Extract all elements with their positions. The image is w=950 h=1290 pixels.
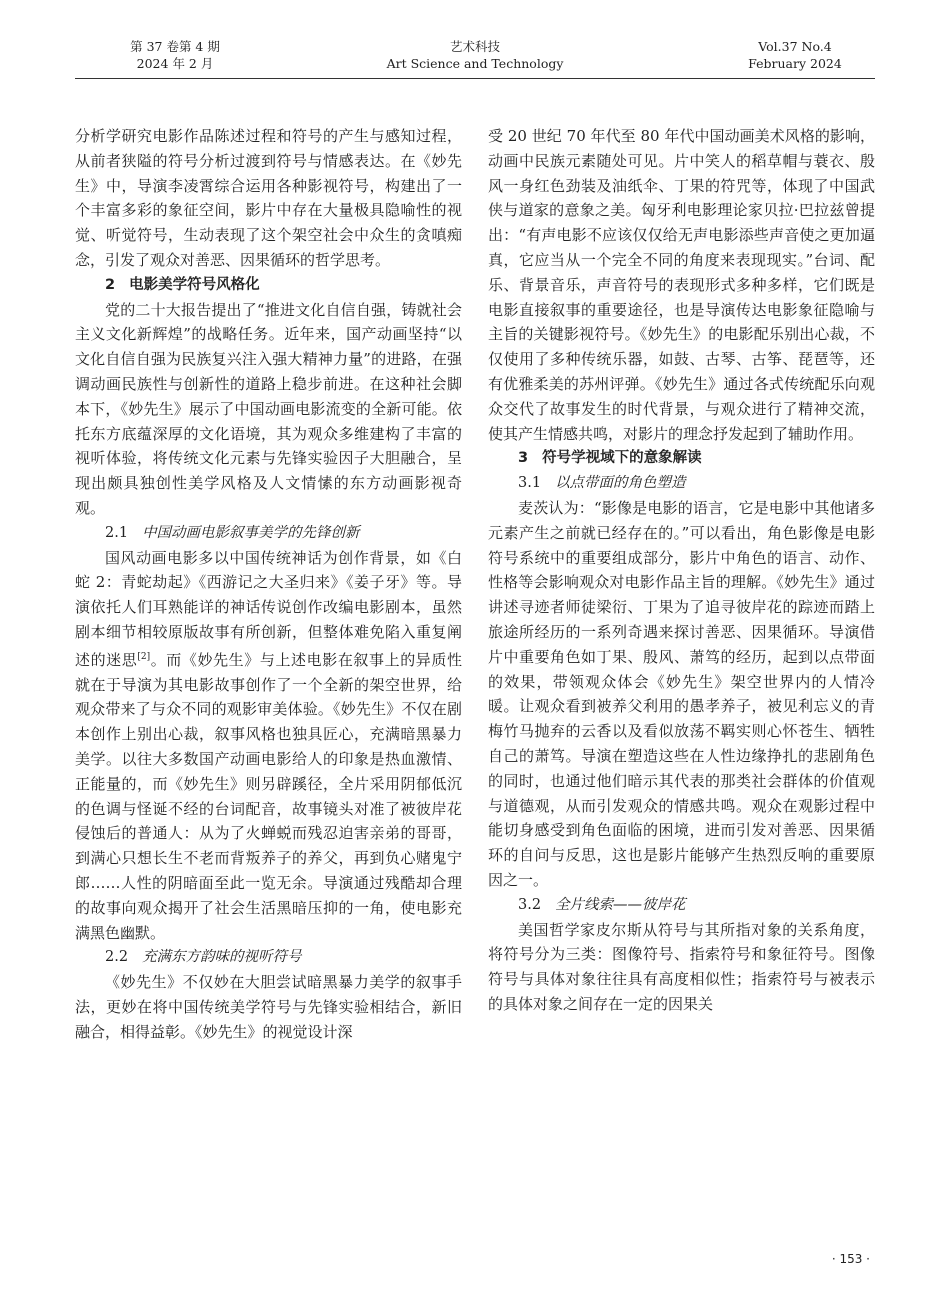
- journal-title-cn: 艺术科技: [449, 39, 500, 54]
- subsection-number: 3.2: [518, 896, 542, 913]
- subsection-title: 以点带面的角色塑造: [555, 475, 686, 492]
- section-heading-2: [75, 273, 462, 298]
- section-title: 符号学视域下的意象解读: [542, 450, 702, 467]
- subsection-title: 充满东方韵味的视听符号: [142, 949, 302, 966]
- subsection-title: 中国动画电影叙事美学的先锋创新: [142, 524, 360, 541]
- left-column: [75, 124, 462, 1044]
- volume-issue: 第 37 卷第 4 期: [130, 39, 220, 54]
- date-en: February 2024: [748, 56, 842, 71]
- subsection-title: 全片线索——彼岸花: [555, 896, 686, 913]
- paragraph: 受 20 世纪 70 年代至 80 年代中国动画美术风格的影响，动画中民族元素随处可见。片中笑人的稻草帽与蓑衣、殷风一身红色劲装及油纸伞、丁果的符咒等，体现了中国武侠与道家的意象之美。匈牙利电影理论家贝拉·巴拉兹曾提出：“有声电影不应该仅仅给无声电影添些声音使之更加逼真，它应当从一个完全不同的角度来表现现实。”台词、配乐、背景音乐，声音符号的表现形式多种多样，它们既是电影直接叙事的重要途径，也是导演传达电影象征隐喻与主旨的关键影视符号。《妙先生》的电影配乐别出心裁，不仅使用了多种传统乐器，如鼓、古琴、古筝、琵琶等，还有优雅柔美的苏州评弹。《妙先生》通过各式传统配乐向观众交代了故事发生的时代背景，与观众进行了精神交流，使其产生情感共鸣，对影片的理念抒发起到了辅助作用。: [488, 127, 875, 443]
- paragraph-text: 国风动画电影多以中国传统神话为创作背景，如《白蛇 2：青蛇劫起》《西游记之大圣归来》《姜子牙》等。导演依托人们耳熟能详的神话传说创作改编电影剧本，虽然剧本细节相较原版故事有所创新，但整体难免陷入重复阐述的迷思: [75, 548, 462, 669]
- volume-number-en: Vol.37 No.4: [758, 39, 832, 54]
- paragraph: 美国哲学家皮尔斯从符号与其所指对象的关系角度，将符号分为三类：图像符号、指索符号和象征符号。图像符号与具体对象往往具有高度相似性；指索符号与被表示的具体对象之间存在一定的因果关: [488, 920, 875, 1013]
- subsection-number: 2.1: [105, 524, 129, 541]
- paragraph: 党的二十大报告提出了“推进文化自信自强，铸就社会主义文化新辉煌”的战略任务。近年来，国产动画坚持“以文化自信自强为民族复兴注入强大精神力量”的进路，在强调动画民族性与创新性的道路上稳步前进。在这种社会脚本下，《妙先生》展示了中国动画电影流变的全新可能。依托东方底蕴深厚的文化语境，其为观众多维建构了丰富的视听体验，将传统文化元素与先锋实验因子大胆融合，呈现出颇具独创性美学风格及人文情愫的东方动画影视奇观。: [75, 300, 462, 517]
- journal-issue: [75, 38, 275, 72]
- paragraph: [75, 546, 462, 946]
- section-number: 2: [105, 276, 116, 293]
- page-number: · 153 ·: [831, 1252, 870, 1266]
- publication-date: 2024 年 2 月: [136, 56, 214, 71]
- subsection-heading-3-1: [488, 471, 875, 496]
- subsection-heading-3-2: [488, 893, 875, 918]
- paragraph: 分析学研究电影作品陈述过程和符号的产生与感知过程，从前者狭隘的符号分析过渡到符号与情感表达。在《妙先生》中，导演李凌霄综合运用各种影视符号，构建出了一个丰富多彩的象征空间，影片中存在大量极具隐喻性的视觉、听觉符号，生动表现了这个架空社会中众生的贪嗔痴念，引发了观众对善恶、因果循环的哲学思考。: [75, 127, 462, 269]
- header-rule: [75, 78, 875, 79]
- subsection-heading-2-2: [75, 945, 462, 970]
- section-number: 3: [518, 450, 529, 467]
- paragraph: 麦茨认为：“影像是电影的语言，它是电影中其他诸多元素产生之前就已经存在的。”可以看出，角色影像是电影符号系统中的重要组成部分，影片中角色的语言、动作、性格等会影响观众对电影作品主旨的理解。《妙先生》通过讲述寻迹者师徒梁衍、丁果为了追寻彼岸花的踪迹而踏上旅途所经历的一系列奇遇来探讨善恶、因果循环。导演借片中重要角色如丁果、殷风、萧笃的经历，起到以点带面的效果，带领观众体会《妙先生》架空世界内的人情冷暖。让观众看到被养父利用的愚孝养子，被见利忘义的青梅竹马抛弃的云香以及看似放荡不羁实则心怀苍生、牺牲自己的萧笃。导演在塑造这些在人性边缘挣扎的悲剧角色的同时，也通过他们暗示其代表的那类社会群体的价值观与道德观，从而引发观众的情感共鸣。观众在观影过程中能切身感受到角色面临的困境，进而引发对善恶、因果循环的自问与反思，这也是影片能够产生热烈反响的重要原因之一。: [488, 498, 875, 889]
- subsection-number: 2.2: [105, 949, 129, 966]
- journal-title-en: Art Science and Technology: [386, 56, 564, 71]
- journal-title: [375, 38, 575, 72]
- journal-volume-en: [715, 38, 875, 72]
- paragraph: 《妙先生》不仅妙在大胆尝试暗黑暴力美学的叙事手法，更妙在将中国传统美学符号与先锋实验相结合，新旧融合，相得益彰。《妙先生》的视觉设计深: [75, 973, 462, 1041]
- right-column: [488, 124, 875, 1017]
- subsection-number: 3.1: [518, 475, 542, 492]
- subsection-heading-2-1: [75, 521, 462, 546]
- section-heading-3: [488, 446, 875, 471]
- citation-ref: [2]: [137, 651, 151, 662]
- paragraph-text: 。而《妙先生》与上述电影在叙事上的异质性就在于导演为其电影故事创作了一个全新的架空世界，给观众带来了与众不同的观影审美体验。《妙先生》不仅在剧本创作上别出心裁，叙事风格也独具匠心，充满暗黑暴力美学。以往大多数国产动画电影给人的印象是热血激情、正能量的，而《妙先生》则另辟蹊径，全片采用阴郁低沉的色调与怪诞不经的台词配音，故事镜头对准了被彼岸花侵蚀后的普通人：从为了火蝉蜕而残忍迫害亲弟的哥哥，到满心只想长生不老而背叛养子的养父，再到负心赌鬼宁郎……人性的阴暗面至此一览无余。导演通过残酷却合理的故事向观众揭开了社会生活黑暗压抑的一角，使电影充满黑色幽默。: [75, 650, 462, 942]
- running-header: [75, 38, 875, 80]
- section-title: 电影美学符号风格化: [129, 276, 260, 293]
